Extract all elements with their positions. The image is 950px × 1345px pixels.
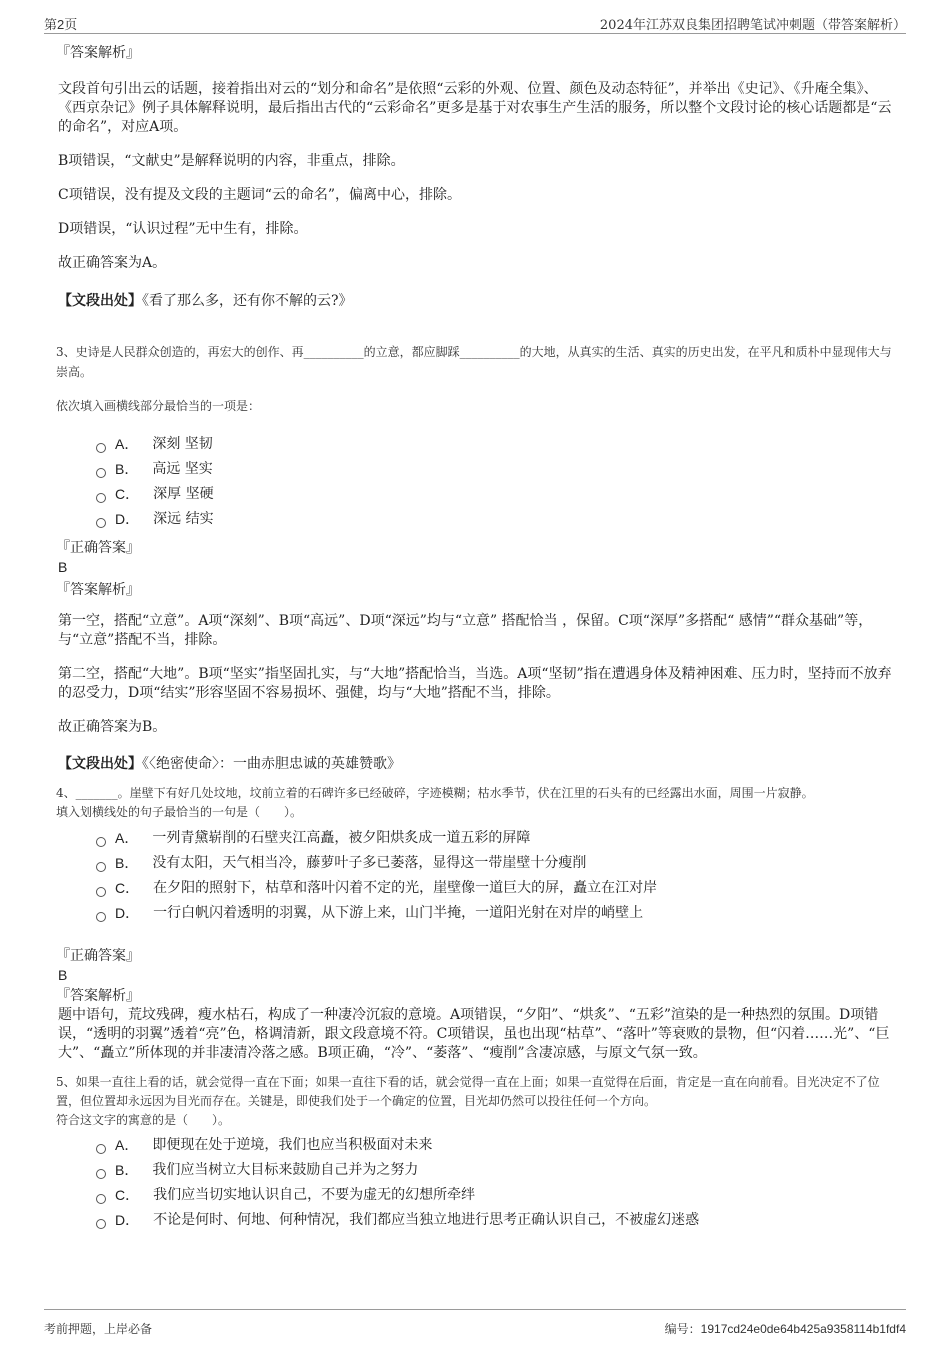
q2-source: [58, 292, 896, 311]
main-content: [56, 36, 896, 1233]
radio-icon[interactable]: [96, 493, 106, 503]
option-text: 深厚 坚硬: [153, 486, 214, 502]
option-text: 不论是何时、何地、何种情况，我们都应当独立地进行思考正确认识自己，不被虚幻迷惑: [153, 1212, 700, 1228]
q3-option-b[interactable]: [96, 457, 896, 482]
q3-option-c[interactable]: [96, 482, 896, 507]
q5-prompt: 符合这文字的寓意的是（ ）。: [56, 1113, 231, 1127]
radio-icon[interactable]: [96, 1194, 106, 1204]
radio-icon[interactable]: [96, 887, 106, 897]
option-key: B．: [115, 461, 139, 477]
radio-icon[interactable]: [96, 1169, 106, 1179]
analysis-label: 『答案解析』: [56, 988, 140, 1004]
q4-blank: _______: [75, 786, 118, 800]
q5-option-a[interactable]: [96, 1133, 896, 1158]
option-key: D．: [115, 1212, 140, 1228]
source-label: 【文段出处】: [58, 293, 142, 309]
q2-analysis-conclusion: 故正确答案为A。: [58, 255, 167, 271]
option-text: 高远 坚实: [152, 461, 213, 477]
q4-option-d[interactable]: [96, 901, 896, 926]
option-text: 我们应当切实地认识自己，不要为虚无的幻想所牵绊: [153, 1187, 476, 1203]
q4-options: [56, 826, 896, 926]
radio-icon[interactable]: [96, 862, 106, 872]
footer-code-label: 编号：: [664, 1322, 701, 1336]
page-header: [44, 0, 906, 34]
option-text: 没有太阳，天气相当冷，藤萝叶子多已萎落，显得这一带崖壁十分瘦削: [152, 855, 587, 871]
correct-answer-label: 『正确答案』: [56, 540, 140, 556]
q2-analysis-p3: C项错误，没有提及文段的主题词“云的命名”，偏离中心，排除。: [58, 187, 462, 203]
q4-option-a[interactable]: [96, 826, 896, 851]
option-text: 一列青黛崭削的石壁夹江高矗，被夕阳烘炙成一道五彩的屏障: [152, 830, 531, 846]
analysis-label: 『答案解析』: [56, 45, 140, 61]
q2-source-text: 《看了那么多，还有你不解的云?》: [142, 293, 353, 309]
footer-slogan: 考前押题，上岸必备: [44, 1322, 153, 1336]
q4-prompt: 填入划横线处的句子最恰当的一句是（ ）。: [56, 805, 303, 819]
q3-stem-c: 的大地，从真实的生活、真实的历史出发，在平凡和质朴中显现伟大与崇高。: [56, 345, 892, 379]
q3-options: [56, 432, 896, 532]
q2-analysis-p2: B项错误，“文献史”是解释说明的内容，非重点，排除。: [58, 153, 405, 169]
q3-option-d[interactable]: [96, 507, 896, 532]
q4-option-c[interactable]: [96, 876, 896, 901]
radio-icon[interactable]: [96, 1144, 106, 1154]
option-text: 深刻 坚韧: [152, 436, 213, 452]
q4-answer: B: [58, 967, 68, 983]
q5-option-c[interactable]: [96, 1183, 896, 1208]
option-text: 我们应当树立大目标来鼓励自己并为之努力: [152, 1162, 419, 1178]
option-text: 即便现在处于逆境，我们也应当积极面对未来: [152, 1137, 433, 1153]
correct-answer-label: 『正确答案』: [56, 948, 140, 964]
q4-stem: [56, 784, 896, 803]
q5-option-d[interactable]: [96, 1208, 896, 1233]
q3-analysis-p2: 第二空，搭配“大地”。B项“坚实”指坚固扎实，与“大地”搭配恰当，当选。A项“坚韧”指在遭遇身体及精神困难、压力时，坚持而不放弃的忍受力，D项“结实”形容坚固不容易损坏、强健，均与“大地”搭配不当，排除。: [58, 666, 892, 701]
option-key: A．: [115, 1137, 139, 1153]
option-key: A．: [115, 436, 139, 452]
source-label: 【文段出处】: [58, 756, 142, 772]
q2-analysis-p4: D项错误，“认识过程”无中生有，排除。: [58, 221, 308, 237]
q3-blank-1: __________: [303, 345, 364, 359]
q3-stem-b: 的立意，都应脚踩: [363, 345, 460, 359]
analysis-label: 『答案解析』: [56, 582, 140, 598]
radio-icon[interactable]: [96, 837, 106, 847]
q3-source: [58, 755, 896, 774]
option-text: 一行白帆闪着透明的羽翼，从下游上来，山门半掩，一道阳光射在对岸的峭壁上: [153, 905, 644, 921]
q5-stem: 5、如果一直往上看的话，就会觉得一直在下面；如果一直往下看的话，就会觉得一直在上面；如果一直觉得在后面，肯定是一直在向前看。目光决定不了位置，但位置却永远因为目光而存在。关键是，即使我们处于一个确定的位置，目光却仍然可以投往任何一个方向。: [56, 1075, 880, 1108]
option-key: D．: [115, 905, 140, 921]
q3-analysis-conclusion: 故正确答案为B。: [58, 719, 167, 735]
option-text: 深远 结实: [153, 511, 214, 527]
option-text: 在夕阳的照射下，枯草和落叶闪着不定的光，崖壁像一道巨大的屏，矗立在江对岸: [153, 880, 658, 896]
radio-icon[interactable]: [96, 443, 106, 453]
q3-option-a[interactable]: [96, 432, 896, 457]
radio-icon[interactable]: [96, 468, 106, 478]
option-key: C．: [115, 1187, 140, 1203]
option-key: C．: [115, 486, 140, 502]
q4-analysis: 题中语句，荒坟残碑，瘦水枯石，构成了一种凄冷沉寂的意境。A项错误，“夕阳”、“烘炙”、“五彩”渲染的是一种热烈的氛围。D项错误，“透明的羽翼”透着“亮”色，格调清新，跟文段意境不符。C项错误，虽也出现“枯草”、“落叶”等衰败的景物，但“闪着……光”、“巨大”、“矗立”所体现的并非凄清冷落之感。B项正确，“冷”、“萎落”、“瘦削”含凄凉感，与原文气氛一致。: [58, 1007, 890, 1061]
radio-icon[interactable]: [96, 518, 106, 528]
q3-stem: [56, 342, 896, 382]
option-key: D．: [115, 511, 140, 527]
q5-option-b[interactable]: [96, 1158, 896, 1183]
document-title: 2024年江苏双良集团招聘笔试冲刺题（带答案解析）: [599, 18, 906, 33]
radio-icon[interactable]: [96, 912, 106, 922]
q2-analysis-p1: 文段首句引出云的话题，接着指出对云的“划分和命名”是依照“云彩的外观、位置、颜色及动态特征”，并举出《史记》、《升庵全集》、《西京杂记》例子具体解释说明，最后指出古代的“云彩命名”更多是基于对农事生产生活的服务，所以整个文段讨论的核心话题都是“云的命名”，对应A项。: [58, 81, 892, 135]
option-key: A．: [115, 830, 139, 846]
option-key: C．: [115, 880, 140, 896]
footer-code-value: 1917cd24e0de64b425a9358114b1fdf4: [700, 1322, 906, 1336]
q3-analysis-p1: 第一空，搭配“立意”。A项“深刻”、B项“高远”、D项“深远”均与“立意” 搭配恰当 ，保留。C项“深厚”多搭配“ 感情”“群众基础”等，与“立意”搭配不当，排除。: [58, 613, 873, 648]
option-key: B．: [115, 855, 139, 871]
q3-answer: B: [58, 559, 68, 575]
q4-stem-text: 。崖壁下有好几处坟地，坟前立着的石碑许多已经破碎，字迹模糊；枯水季节，伏在江里的石头有的已经露出水面，周围一片寂静。: [117, 786, 814, 800]
q3-prompt: 依次填入画横线部分最恰当的一项是：: [56, 399, 261, 413]
radio-icon[interactable]: [96, 1219, 106, 1229]
q3-stem-a: 3、史诗是人民群众创造的，再宏大的创作、再: [56, 345, 304, 359]
q3-source-text: 《〈绝密使命〉：一曲赤胆忠诚的英雄赞歌》: [142, 756, 401, 772]
page-number: 第2页: [44, 17, 78, 32]
option-key: B．: [115, 1162, 139, 1178]
q4-number: 4、: [56, 786, 76, 800]
q3-blank-2: __________: [459, 345, 520, 359]
q4-option-b[interactable]: [96, 851, 896, 876]
page-footer: [44, 1309, 906, 1345]
footer-code: [665, 1320, 906, 1337]
q5-options: [56, 1133, 896, 1233]
